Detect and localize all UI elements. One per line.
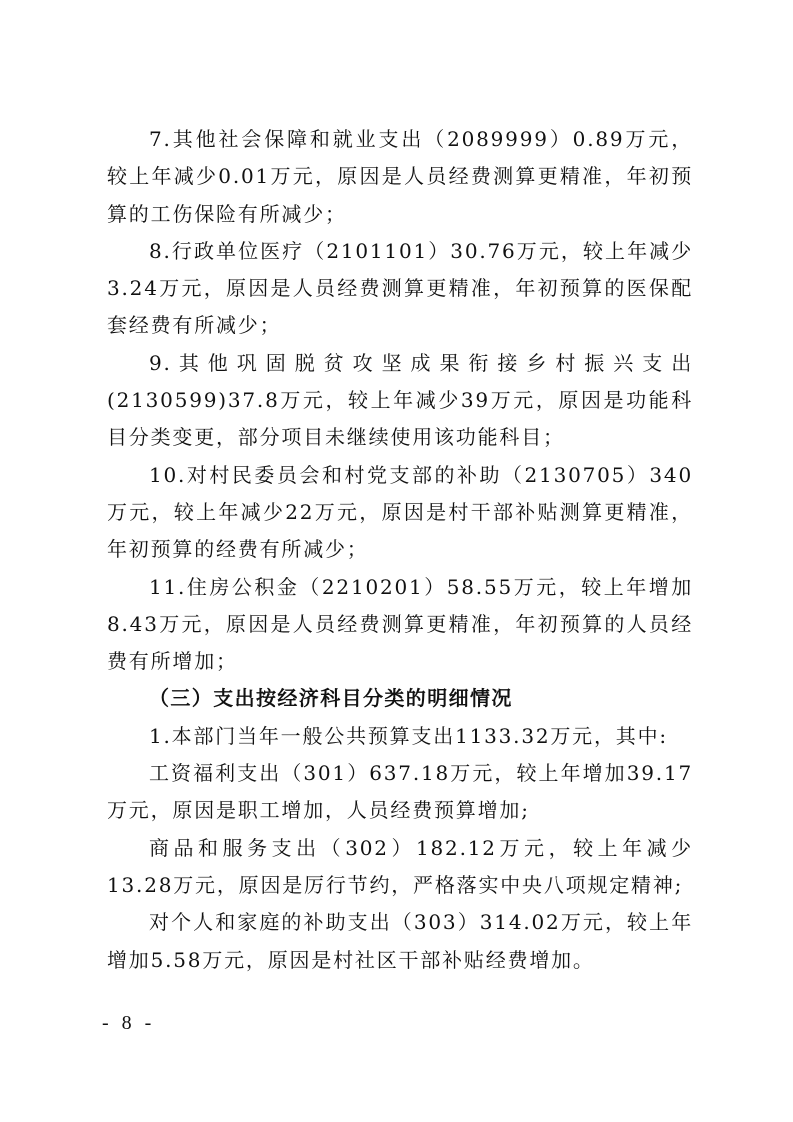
page-number: - 8 - (102, 1012, 156, 1034)
paragraph-goods-services-expenditure: 商品和服务支出（302）182.12万元，较上年减少13.28万元，原因是厉行节约，严格落实中央八项规定精神; (107, 835, 693, 897)
paragraph-item-9: 9.其他巩固脱贫攻坚成果衔接乡村振兴支出(2130599)37.8万元，较上年减少39万元，原因是功能科目分类变更，部分项目未继续使用该功能科目； (107, 350, 693, 450)
section-heading: （三）支出按经济科目分类的明细情况 (149, 686, 513, 711)
paragraph-item-8: 8.行政单位医疗（2101101）30.76万元，较上年减少3.24万元，原因是人员经费测算更精准，年初预算的医保配套经费有所减少； (107, 238, 693, 338)
paragraph-item-7: 7.其他社会保障和就业支出（2089999）0.89万元，较上年减少0.01万元，原因是人员经费测算更精准，年初预算的工伤保险有所减少； (107, 127, 693, 226)
document-body (107, 121, 693, 979)
paragraph-salary-expenditure: 工资福利支出（301）637.18万元，较上年增加39.17万元，原因是职工增加，人员经费预算增加; (107, 761, 693, 823)
paragraph-item-11: 11.住房公积金（2210201）58.55万元，较上年增加8.43万元，原因是人员经费测算更精准，年初预算的人员经费有所增加； (107, 574, 693, 674)
paragraph-total-expenditure: 1.本部门当年一般公共预算支出1133.32万元，其中: (149, 723, 668, 748)
paragraph-household-subsidy-expenditure: 对个人和家庭的补助支出（303）314.02万元，较上年增加5.58万元，原因是村社区干部补贴经费增加。 (107, 910, 693, 972)
paragraph-item-10: 10.对村民委员会和村党支部的补助（2130705）340万元，较上年减少22万元，原因是村干部补贴测算更精准，年初预算的经费有所减少； (107, 462, 693, 562)
